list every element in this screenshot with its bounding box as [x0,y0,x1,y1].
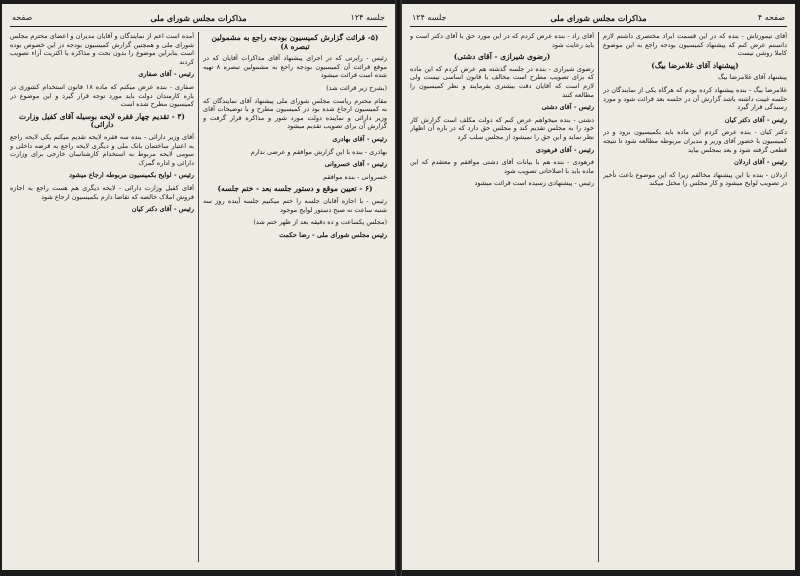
paragraph: (بشرح زیر قرائت شد) [326,83,387,92]
paragraph: دکتر کیان - بنده عرض کردم این ماده باید بکمیسیون برود و در کمیسیون با حضور آقای وزیر و مدیران مربوطه مطالعه شود تا نتیجه قطعی گرفته شود و بعد بمجلس بیاید [603,128,787,154]
book-gutter [395,0,402,576]
paragraph: آقای کفیل وزارت دارائی - لایحه دیگری هم هست راجع به اجازه فروش املاک خالصه که تقاضا دارم بکمیسیون ارجاع شود [10,183,194,201]
paragraph: آمده است اعم از نمایندگان و آقایان مدیران و اعضای محترم مجلس شورای ملی و همچنین گزارش کمیسیون بودجه در این خصوص بوده است بنابراین موضوع را بدون بحث و مذاکره با اکثریت آراء تصویب کردند [10,32,194,66]
speaker-line: رئیس - آقای دکتر کیان [131,205,194,214]
speaker-line: رئیس - لوایح بکمیسیون مربوطه ارجاع میشود [69,171,194,180]
section-heading-next-session: (۶ - تعیین موقع و دستور جلسه بعد - ختم جلسه) [217,184,373,194]
left-page [2,4,395,570]
section-heading-bills: (۴ - تقدیم چهار فقره لایحه بوسیله آقای کفیل وزارت دارائی) [19,111,185,130]
right-page-header [410,10,787,27]
paragraph: صفاری - بنده عرض میکنم که ماده ۱۸ قانون استخدام کشوری در باره کارمندان دولت باید مورد توجه قرار گیرد و این موضوع در کمیسیون مطرح شده است [10,82,194,109]
speaker-line: رئیس - آقای فرهودی [535,145,594,154]
paragraph: پیشنهاد آقای غلامرضا بیگ [717,73,787,82]
paragraph: غلامرضا بیگ - بنده پیشنهاد کرده بودم که هرگاه یکی از نمایندگان در جلسه غیبت داشته باشد گزارش آن در جلسه بعد قرائت شود و مورد رسیدگی قرار گیرد [603,85,787,112]
right-page [402,4,795,570]
left-page-header [10,10,387,27]
left-header-page-label: صفحه [12,13,33,22]
paragraph: دشتی - بنده میخواهم عرض کنم که دولت مکلف است گزارش کار خود را به مجلس تقدیم کند و مجلس حق دارد که در باره آن اظهار نظر نماید و این حق را نمیشود از مجلس سلب کرد [410,115,594,141]
left-page-left-column [10,32,194,562]
right-page-right-column [603,32,787,562]
paragraph: خسروانی - بنده موافقم [323,172,387,181]
paragraph: بهادری - بنده با این گزارش موافقم و عرضی ندارم [250,147,387,156]
right-header-page-label: صفحه ۴ [757,13,785,22]
speaker-line: رئیس - آقای دشتی [541,103,594,112]
right-header-session: جلسه ۱۲۴ [412,13,447,22]
right-page-left-column [410,32,594,562]
section-heading-speakers: (رضوی شیرازی - آقای دشتی) [453,52,551,62]
paragraph: (مجلس یکساعت و ده دقیقه بعد از ظهر ختم شد) [253,218,387,227]
left-header-title: مذاکرات مجلس شورای ملی [150,13,247,23]
paragraph: فرهودی - بنده هم با بیانات آقای دشتی موافقم و معتقدم که این ماده باید با اصلاحاتی تصویب شود [410,158,594,175]
right-header-title: مذاکرات مجلس شورای ملی [550,13,647,23]
paragraph: آقای وزیر دارائی - بنده سه فقره لایحه تقدیم میکنم یکی لایحه راجع به اعتبار ساختمان بانک ملی و دیگری لایحه راجع به قرضه داخلی و سومی لایحه مربوط به استخدام کارشناسان خارجی برای وزارت دارائی و اداره گمرک [10,132,194,167]
paragraph: آقای راد - بنده عرض کردم که در این مورد حق با آقای دکتر است و باید رعایت شود [410,32,594,49]
paragraph: رئیس - پیشنهادی رسیده است قرائت میشود [474,179,594,188]
section-heading-budget-report: (۵- قرائت گزارش کمیسیون بودجه راجع به مشمولین تبصره ۸) [211,33,379,51]
section-heading-proposal: (پیشنهاد آقای غلامرضا بیگ) [651,60,739,70]
speaker-line: رئیس - آقای صفاری [138,70,194,79]
speaker-line: رئیس - آقای بهادری [332,134,387,143]
paragraph: اردلان - بنده با این پیشنهاد مخالفم زیرا که این موضوع باعث تأخیر در تصویب لوایح میشود و کار مجلس را مختل میکند [603,170,787,188]
speaker-line: رئیس - آقای اردلان [734,158,787,167]
paragraph: رئیس - با اجازه آقایان جلسه را ختم میکنیم جلسه آینده روز سه شنبه ساعت نه صبح دستور لوایح موجود [203,196,387,214]
column-divider [198,32,199,562]
paragraph: مقام محترم ریاست مجلس شورای ملی پیشنهاد آقای نمایندگان که به کمیسیون ارجاع شده بود در کمیسیون مطرح و با توضیحات آقای وزیر دارائی و نماینده دولت مورد شور و مذاکره قرار گرفت و گزارش آن برای تصویب تقدیم میشود [203,96,387,131]
left-page-right-column [203,32,387,562]
paragraph: آقای تیمورتاش - بنده که در این قسمت ایراد مختصری داشتم لازم دانستم عرض کنم که پیشنهاد کمیسیون بودجه راجع به این موضوع کاملا روشن نیست [603,32,787,58]
column-divider [598,32,599,562]
signature-line: رئیس مجلس شورای ملی - رضا حکمت [279,230,387,239]
speaker-line: رئیس - آقای خسروانی [324,160,387,169]
speaker-line: رئیس - آقای دکتر کیان [724,115,787,124]
paragraph: رئیس - راپرتی که در اجرای پیشنهاد آقای مذاکرات آقایان که در موقع قرائت آن کمیسیون بودجه راجع به مشمولین تبصره ۸ تهیه شده است قرائت میشود [203,54,387,80]
left-header-session: جلسه ۱۲۴ [350,13,385,22]
paragraph: رضوی شیرازی - بنده در جلسه گذشته هم عرض کردم که این ماده که برای تصویب مطرح است مخالف با قانون اساسی نیست ولی لازم است که آقایان دقت بیشتری بفرمایند و نظر کمیسیون را مطالعه کنند [410,64,594,99]
